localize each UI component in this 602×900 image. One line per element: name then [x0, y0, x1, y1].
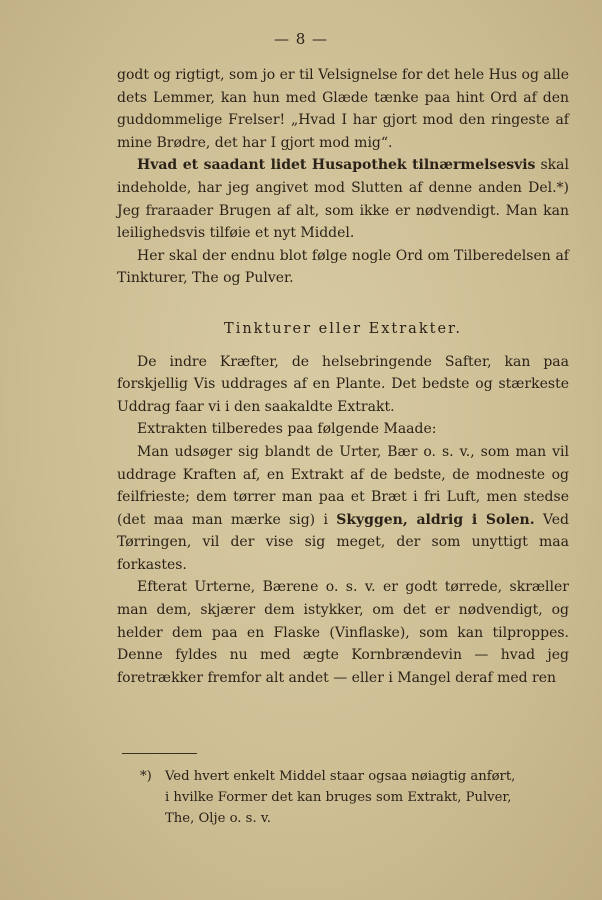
footnote: [140, 766, 572, 829]
emphasis-shade: Skyggen, aldrig i Solen.: [336, 511, 535, 528]
footnote-rule: [122, 753, 197, 754]
section-heading: Tinkturer eller Extrakter.: [224, 320, 462, 337]
paragraph-7: Efterat Urterne, Bærene o. s. v. er godt tørrede, skræller man dem, skjærer dem istykker, om det er nødvendigt, og helder dem paa en Flaske (Vinflaske), som kan tilproppes. Denne fyldes nu med ægte Kornbrændevin — hvad jeg foretrækker fremfor alt andet — eller i Mangel deraf med ren: [117, 579, 569, 686]
paragraph-6: [117, 441, 569, 577]
footnote-text-1: Ved hvert enkelt Middel staar ogsaa nøiagtig anført,: [165, 769, 516, 784]
paragraph-2: [117, 154, 569, 244]
footnote-line-3: The, Olje o. s. v.: [165, 811, 271, 826]
paragraph-6-a: Man udsøger sig blandt de Urter, Bær o. s. v., som man vil uddrage Kraften af, en Extrakt af de bedste, de modneste og feilfrieste; dem tørrer man paa et Bræt i fri Luft, men stedse (det maa man mærke sig) i: [117, 443, 569, 528]
footnote-line-2: i hvilke Former det kan bruges som Extrakt, Pulver,: [165, 790, 512, 805]
paragraph-2-rest: skal indeholde, har jeg angivet mod Slutten af denne anden Del.*) Jeg fraraader Brugen af alt, som ikke er nødvendigt. Man kan leilighedsvis tilføie et nyt Middel.: [117, 157, 569, 242]
paragraph-4: De indre Kræfter, de helsebringende Safter, kan paa forskjellig Vis uddrages af en Plante. Det bedste og stærkeste Uddrag faar vi i den saakaldte Extrakt.: [117, 353, 569, 415]
bold-phrase: Hvad et saadant lidet Husapothek tilnærmelsesvis: [137, 157, 536, 174]
paragraph-6-b: Ved Tørringen, vil der vise sig meget, der som unyttigt maa forkastes.: [117, 511, 570, 573]
paragraph-5: Extrakten tilberedes paa følgende Maade:: [137, 421, 437, 438]
main-text: [117, 64, 569, 689]
footnote-marker: *): [140, 769, 152, 784]
paragraph-3: Her skal der endnu blot følge nogle Ord om Tilberedelsen af Tinkturer, The og Pulver.: [117, 247, 569, 287]
paragraph-1: godt og rigtigt, som jo er til Velsignelse for det hele Hus og alle dets Lemmer, kan hun med Glæde tænke paa hint Ord af den guddommelige Frelser! „Hvad I har gjort mod den ringeste af mine Brødre, det har I gjort mod mig“.: [117, 67, 569, 151]
footnote-line-1: [140, 766, 572, 787]
page-number: — 8 —: [273, 30, 329, 48]
